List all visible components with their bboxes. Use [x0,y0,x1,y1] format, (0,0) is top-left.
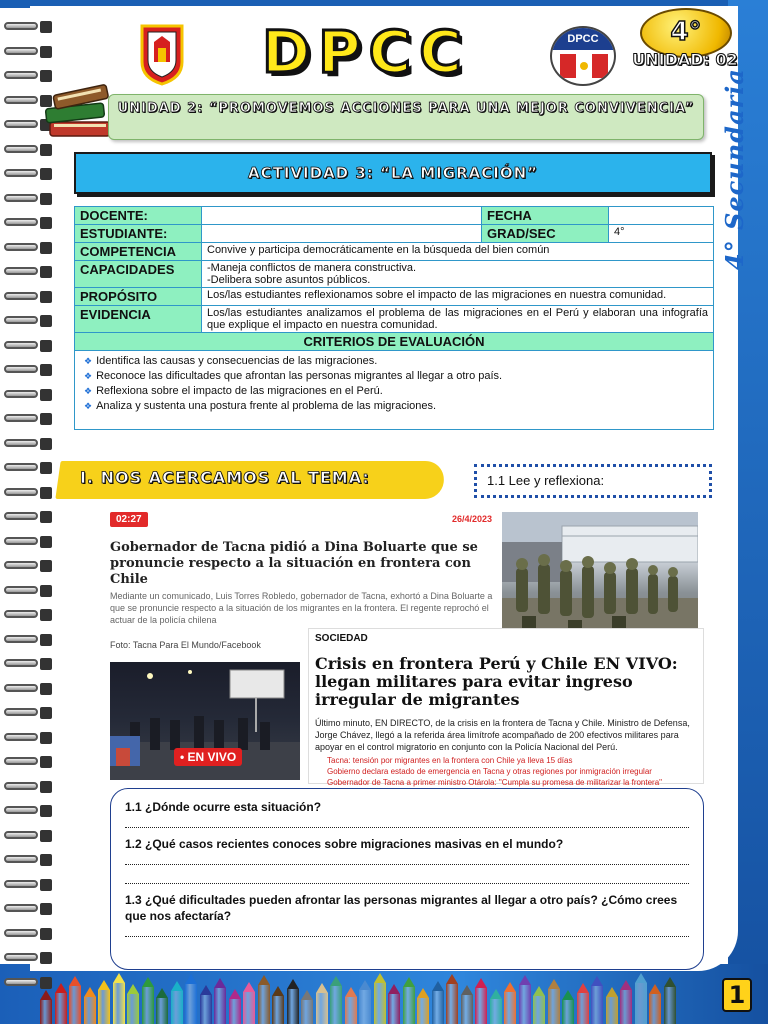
crayon-icon [446,974,458,1024]
night-border-photo [110,662,300,780]
row-criterios-head [75,333,714,351]
spiral-ring [4,20,56,34]
questions-box [110,788,704,970]
peru-flag-icon [560,52,608,82]
dpcc-logo-label: DPCC [552,28,614,50]
news-clipping-2 [308,628,704,787]
crayon-icon [287,979,299,1024]
spiral-ring [4,804,56,818]
spiral-ring [4,412,56,426]
news-headline: Gobernador de Tacna pidió a Dina Boluarte que se pronuncie respecto a la situación en frontera con Chile [110,540,478,587]
spiral-binding [0,20,60,1000]
crayon-icon [620,980,632,1024]
fecha-field[interactable] [609,207,714,225]
proposito-value: Los/las estudiantes reflexionamos sobre el impacto de las migraciones en nuestra comunidad. [202,288,714,306]
crayon-icon [113,973,125,1024]
crayon-icon [229,989,241,1024]
estudiante-label: ESTUDIANTE: [75,225,202,243]
competencia-label: COMPETENCIA [75,243,202,261]
news-body: Mediante un comunicado, Luis Torres Robledo, gobernador de Tacna, exhortó a Dina Boluarte a que se pronuncie respecto a la situación de los migrantes en la frontera. El regente reprochó el actuar de la policía chilena [110,591,493,625]
criterio-item: ❖ Identifica las causas y consecuencias de las migraciones. [84,354,708,369]
related-news-link[interactable]: Tacna: tensión por migrantes en la frontera con Chile ya lleva 15 días [327,756,573,765]
row-evidencia [75,306,714,333]
news-headline-2: Crisis en frontera Perú y Chile EN VIVO: llegan militares para evitar ingreso irregular de migrantes [315,654,678,709]
row-competencia [75,243,714,261]
question-3: 1.3 ¿Qué dificultades pueden afrontar las personas migrantes al llegar a otro país? ¿Cómo crees que nos afectaría? [125,893,678,923]
crayon-icon [417,988,429,1024]
course-title: DPCC [262,18,470,86]
crayon-icon [403,977,415,1024]
news-date: 26/4/2023 [452,514,493,524]
crayon-icon [127,984,139,1024]
row-proposito [75,288,714,306]
spiral-ring [4,437,56,451]
estudiante-field[interactable] [202,225,482,243]
spiral-ring [4,339,56,353]
news-photo-credit: Foto: Tacna Para El Mundo/Facebook [110,640,261,650]
spiral-ring [4,167,56,181]
crayon-icon [591,976,603,1024]
crayon-icon [214,978,226,1024]
answer-line-3[interactable] [125,926,689,937]
criterios-cell [75,351,714,430]
criterio-item: ❖ Analiza y sustenta una postura frente al problema de las migraciones. [84,399,708,414]
crayon-icon [562,990,574,1024]
spiral-ring [4,927,56,941]
photo-scene [502,512,698,646]
gradsec-field[interactable]: 4° [609,225,714,243]
crayon-icon [519,975,531,1024]
crayon-icon [330,976,342,1024]
spiral-ring [4,706,56,720]
capacidades-label: CAPACIDADES [75,261,202,288]
crayon-icon [185,974,197,1024]
books-icon [44,78,116,142]
question-2: 1.2 ¿Qué casos recientes conoces sobre migraciones masivas en el mundo? [125,837,564,851]
related-news-link[interactable]: Gobernador de Tacna a primer ministro Otárola: "Cumpla su promesa de militarizar la frontera" [327,778,663,787]
capacidad-item: -Maneja conflictos de manera constructiva. [207,262,417,274]
spiral-ring [4,902,56,916]
news-time-badge: 02:27 [110,512,148,527]
crayon-icon [55,983,67,1024]
crayon-icon [258,975,270,1024]
spiral-ring [4,143,56,157]
crayon-icon [388,984,400,1024]
school-shield-logo [138,22,186,86]
spiral-ring [4,192,56,206]
read-reflect-box: 1.1 Lee y reflexiona: [474,464,712,498]
activity-info-table [74,206,714,430]
crayon-icon [243,982,255,1024]
spiral-ring [4,510,56,524]
related-news-link[interactable]: Gobierno declara estado de emergencia en Tacna y otras regiones por inmigración irregular [327,767,652,776]
spiral-ring [4,951,56,965]
spiral-ring [4,878,56,892]
proposito-label: PROPÓSITO [75,288,202,306]
evidencia-label: EVIDENCIA [75,306,202,333]
spiral-ring [4,290,56,304]
crayon-icon [461,985,473,1024]
crayon-icon [200,985,212,1024]
crayon-icon [84,987,96,1024]
vertical-grade-label [720,68,760,270]
row-estudiante [75,225,714,243]
crayon-icon [98,980,110,1024]
spiral-ring [4,829,56,843]
crayon-icon [374,973,386,1024]
spiral-ring [4,780,56,794]
answer-line-2a[interactable] [125,854,689,865]
answer-line-2b[interactable] [125,873,689,884]
fecha-label: FECHA [482,207,609,225]
crayon-icon [664,977,676,1024]
capacidades-values [202,261,714,288]
crayon-icon [577,983,589,1024]
question-1: 1.1 ¿Dónde ocurre esta situación? [125,800,322,814]
vertical-grade-text: 4° Secundaria [720,68,749,270]
crayon-icon [649,984,661,1024]
spiral-ring [4,388,56,402]
row-docente [75,207,714,225]
related-news-list [327,755,703,788]
criterios-list [80,352,708,428]
page-number: 1 [722,978,752,1012]
crayon-icon [301,990,313,1024]
spiral-ring [4,755,56,769]
crayon-icon [533,986,545,1024]
crayon-icon [635,973,647,1024]
docente-label: DOCENTE: [75,207,202,225]
spiral-ring [4,608,56,622]
spiral-ring [4,853,56,867]
spiral-ring [4,559,56,573]
crayon-icon [69,976,81,1024]
news-body-2: Último minuto, EN DIRECTO, de la crisis en la frontera de Tacna y Chile. Ministro de Defensa, Jorge Chávez, llegó a la referida área limítrofe acompañado de 200 efectivos militares para apoyar en el control migratorio en conjunto con la Policía Nacional del Perú. [315,718,690,752]
spiral-ring [4,461,56,475]
crayon-icon [40,990,52,1024]
spiral-ring [4,535,56,549]
criterio-item: ❖ Reflexiona sobre el impacto de las migraciones en el Perú. [84,384,708,399]
activity-banner: ACTIVIDAD 3: “LA MIGRACIÓN” [74,152,712,194]
crayon-icon [548,979,560,1024]
spiral-ring [4,241,56,255]
live-badge: • EN VIVO [174,748,242,766]
answer-line-1[interactable] [125,817,689,828]
crayon-icon [432,981,444,1024]
spiral-ring [4,363,56,377]
crayon-icon [142,977,154,1024]
competencia-value: Convive y participa democráticamente en la búsqueda del bien común [202,243,714,261]
spiral-ring [4,584,56,598]
crayons-decoration [40,970,700,1024]
spiral-ring [4,265,56,279]
docente-field[interactable] [202,207,482,225]
unit-label: UNIDAD: 02 [632,50,738,69]
grade-badge: 4° [640,8,732,58]
row-criterios [75,351,714,430]
crayon-icon [504,982,516,1024]
crayon-icon [171,981,183,1024]
spiral-ring [4,216,56,230]
spiral-ring [4,486,56,500]
evidencia-value: Los/las estudiantes analizamos el problema de las migraciones en el Perú y elaboran una infografía que explique el impacto en nuestra comunidad. [202,306,714,333]
crayon-icon [272,986,284,1024]
crayon-icon [316,983,328,1024]
crayon-icon [606,987,618,1024]
dpcc-round-logo [550,26,616,86]
spiral-ring [4,682,56,696]
criterio-item: ❖ Reconoce las dificultades que afrontan las personas migrantes al llegar a otro país. [84,369,708,384]
spiral-ring [4,731,56,745]
section-title: I. NOS ACERCAMOS AL TEMA: [80,468,370,487]
news-section-tag: SOCIEDAD [315,633,368,644]
crayon-icon [345,987,357,1024]
criterios-label: CRITERIOS DE EVALUACIÓN [75,333,714,351]
crayon-icon [475,978,487,1024]
crayon-icon [490,989,502,1024]
capacidad-item: -Delibera sobre asuntos públicos. [207,274,371,286]
gradsec-label: GRAD/SEC [482,225,609,243]
spiral-ring [4,314,56,328]
crayon-icon [156,988,168,1024]
row-capacidades [75,261,714,288]
spiral-ring [4,633,56,647]
spiral-ring [4,657,56,671]
crayon-icon [359,980,371,1024]
border-soldiers-photo [502,512,698,646]
spiral-ring [4,45,56,59]
unit-banner: UNIDAD 2: “PROMOVEMOS ACCIONES PARA UNA MEJOR CONVIVENCIA” [108,94,704,140]
